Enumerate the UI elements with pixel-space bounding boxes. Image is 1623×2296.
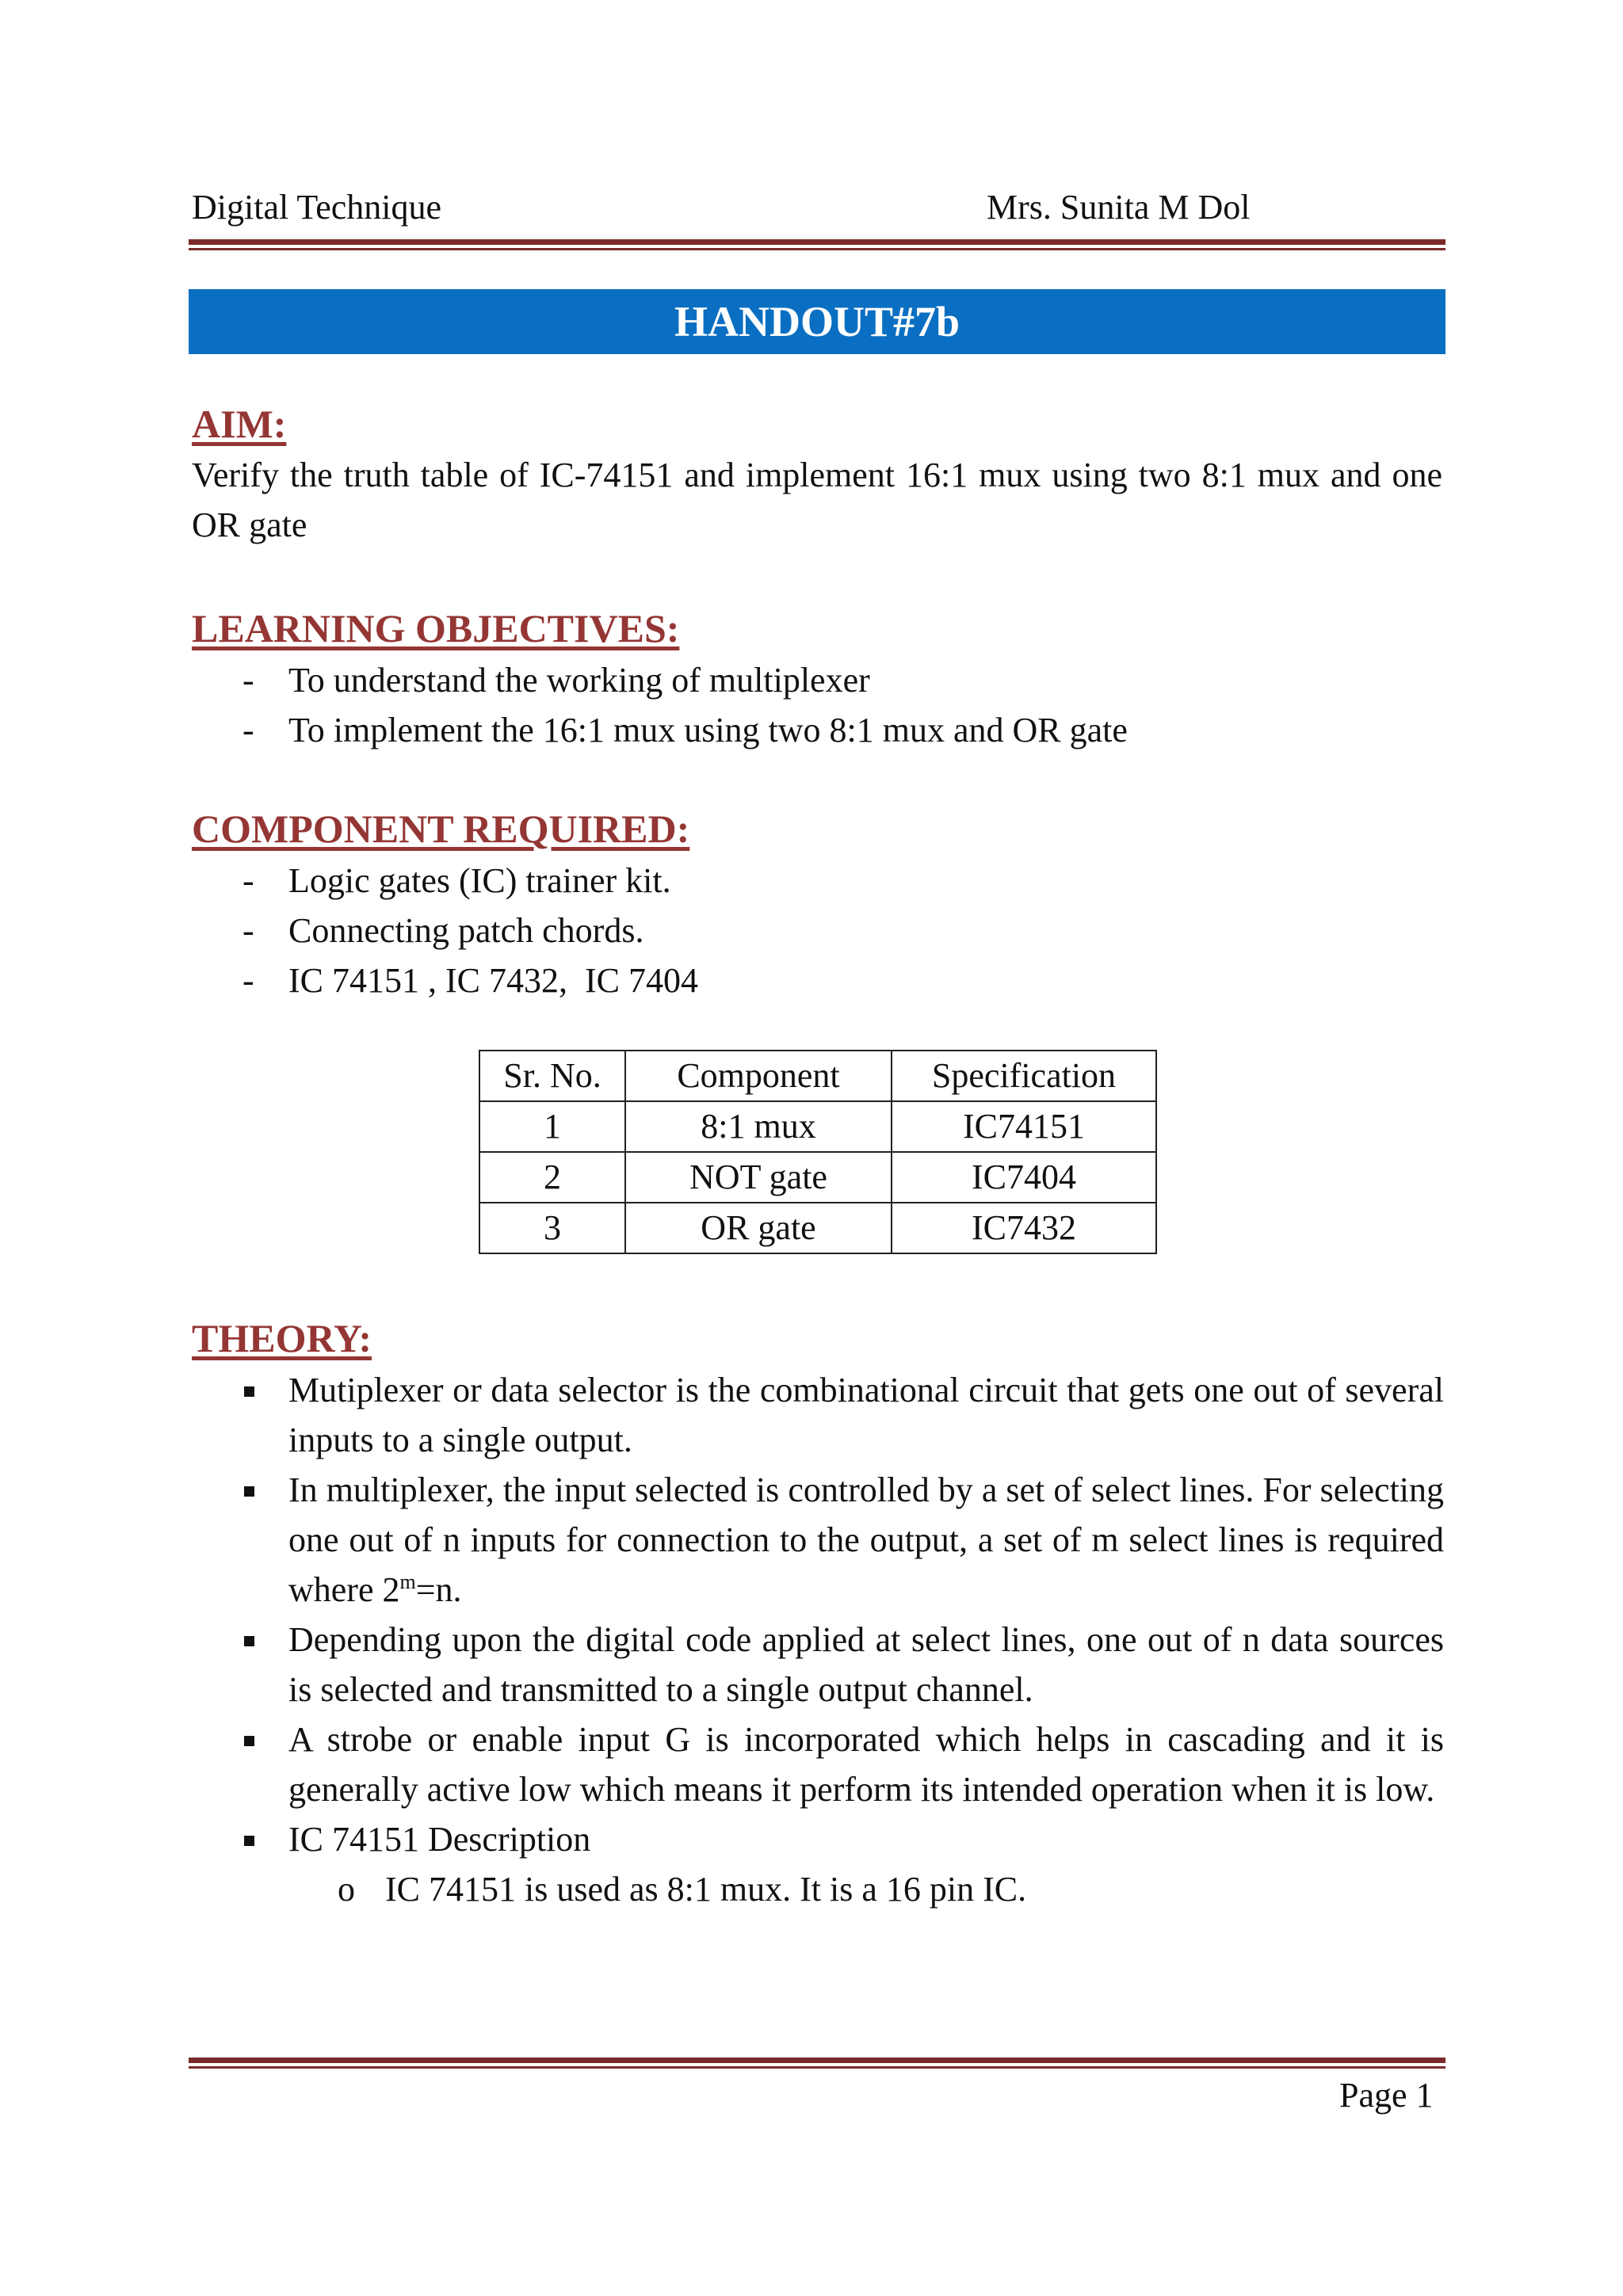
- aim-text: Verify the truth table of IC-74151 and implement 16:1 mux using two 8:1 mux and one OR gate: [192, 456, 1442, 544]
- list-item: Mutiplexer or data selector is the combinational circuit that gets one out of several inputs to a single output.: [192, 1365, 1444, 1465]
- list-item: - Connecting patch chords.: [192, 906, 1444, 955]
- table-cell: IC7404: [892, 1152, 1156, 1203]
- objectives-heading: LEARNING OBJECTIVES:: [192, 606, 680, 650]
- table-cell: 8:1 mux: [625, 1101, 892, 1152]
- header-rule: [189, 239, 1445, 250]
- square-bullet-icon: [244, 1386, 254, 1397]
- list-item: A strobe or enable input G is incorporated which helps in cascading and it is generally active low which means it perform its intended operation when it is low.: [192, 1714, 1444, 1814]
- table-cell: 3: [479, 1203, 625, 1253]
- handout-title-banner: [189, 289, 1445, 354]
- table-row: [479, 1203, 1156, 1253]
- table-header-row: [479, 1051, 1156, 1101]
- table-header-cell: Specification: [892, 1051, 1156, 1101]
- table-cell: IC7432: [892, 1203, 1156, 1253]
- table-cell: 2: [479, 1152, 625, 1203]
- dash-marker: -: [242, 961, 254, 1000]
- list-item: - IC 74151 , IC 7432, IC 7404: [192, 955, 1444, 1005]
- theory-list: [192, 1365, 1444, 1914]
- superscript-m: m: [399, 1570, 416, 1593]
- list-item: o IC 74151 is used as 8:1 mux. It is a 16 pin IC.: [288, 1864, 1444, 1914]
- square-bullet-icon: [244, 1636, 254, 1646]
- square-bullet-icon: [244, 1486, 254, 1497]
- theory-sublist: [288, 1864, 1444, 1914]
- components-heading: COMPONENT REQUIRED:: [192, 807, 690, 851]
- list-item: - To understand the working of multiplexer: [192, 655, 1444, 705]
- dash-marker: -: [242, 911, 254, 950]
- list-item: In multiplexer, the input selected is controlled by a set of select lines. For selecting one out of n inputs for connection to the output, a set of m select lines is required where $2^m=n$.: [192, 1465, 1444, 1615]
- table-cell: NOT gate: [625, 1152, 892, 1203]
- list-item: - To implement the 16:1 mux using two 8:1 mux and OR gate: [192, 705, 1444, 755]
- dash-marker: -: [242, 711, 254, 749]
- table-cell: 1: [479, 1101, 625, 1152]
- handout-title: HANDOUT#7b: [674, 298, 960, 345]
- components-list: [192, 856, 1444, 1005]
- list-item: IC 74151 Description o IC 74151 is used as 8:1 mux. It is a 16 pin IC.: [192, 1814, 1444, 1914]
- circle-bullet-icon: o: [338, 1870, 355, 1909]
- theory-heading: THEORY:: [192, 1316, 372, 1360]
- square-bullet-icon: [244, 1736, 254, 1746]
- component-table: [479, 1050, 1157, 1254]
- table-header-cell: Sr. No.: [479, 1051, 625, 1101]
- aim-heading: AIM:: [192, 402, 287, 446]
- table-row: [479, 1101, 1156, 1152]
- objectives-list: [192, 655, 1444, 755]
- dash-marker: -: [242, 861, 254, 900]
- header-course-title: Digital Technique: [192, 188, 442, 227]
- list-item: Depending upon the digital code applied at select lines, one out of n data sources is selected and transmitted to a single output channel.: [192, 1615, 1444, 1714]
- table-cell: IC74151: [892, 1101, 1156, 1152]
- header-author: Mrs. Sunita M Dol: [987, 188, 1251, 227]
- list-item: - Logic gates (IC) trainer kit.: [192, 856, 1444, 906]
- page-number: Page 1: [1339, 2076, 1434, 2115]
- square-bullet-icon: [244, 1836, 254, 1846]
- dash-marker: -: [242, 661, 254, 700]
- footer-rule: [189, 2058, 1445, 2069]
- table-cell: OR gate: [625, 1203, 892, 1253]
- table-row: [479, 1152, 1156, 1203]
- table-header-cell: Component: [625, 1051, 892, 1101]
